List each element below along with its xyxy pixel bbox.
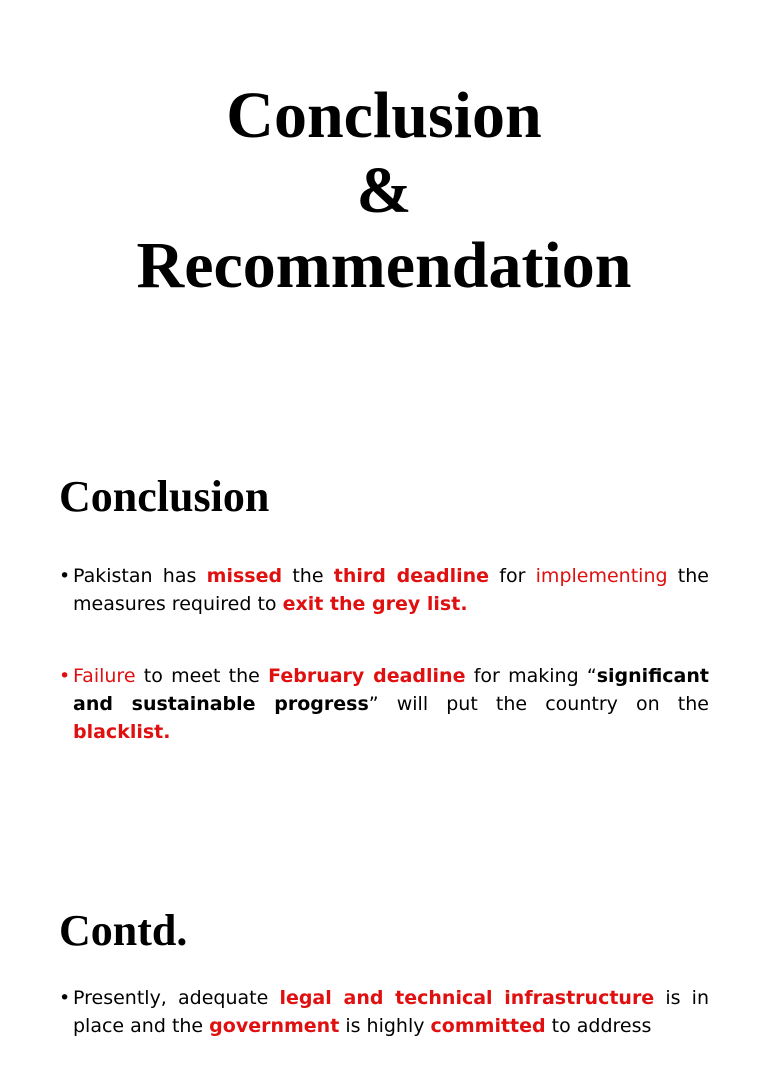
- emphasis-progress: significant and sustainable progress: [73, 665, 709, 715]
- text-segment: to address: [545, 1015, 652, 1037]
- bullet-failure-blacklist: [59, 662, 709, 746]
- highlight-exit-grey-list: exit the grey list.: [282, 593, 468, 615]
- bullet-infrastructure: [59, 984, 709, 1040]
- text-segment: the: [282, 565, 334, 587]
- title-line-ampersand: &: [356, 154, 412, 227]
- text-segment: the measures required to: [73, 565, 709, 615]
- text-segment: Presently, adequate: [73, 987, 280, 1009]
- text-segment: to meet the: [135, 665, 269, 687]
- contd-heading: Contd.: [59, 906, 188, 955]
- text-segment: for: [489, 565, 536, 587]
- highlight-implementing: implementing: [535, 565, 668, 587]
- text-segment: is highly: [339, 1015, 431, 1037]
- text-segment: for making “: [465, 665, 597, 687]
- highlight-legal-technical: legal and technical infrastructure: [279, 987, 655, 1009]
- conclusion-heading: Conclusion: [59, 472, 270, 521]
- title-slide: [0, 78, 768, 303]
- highlight-missed: missed: [206, 565, 283, 587]
- highlight-blacklist: blacklist.: [73, 721, 171, 743]
- contd-bullet-list: [59, 984, 709, 1084]
- title-line-recommendation: Recommendation: [136, 229, 632, 302]
- title-line-conclusion: Conclusion: [226, 79, 542, 152]
- text-segment: ” will put the country on the: [368, 693, 709, 715]
- highlight-failure: Failure: [73, 665, 136, 687]
- highlight-third-deadline: third deadline: [333, 565, 490, 587]
- conclusion-bullet-list: [59, 562, 709, 790]
- text-segment: is in place and the: [73, 987, 709, 1037]
- bullet-missed-deadline: [59, 562, 709, 618]
- highlight-government: government: [209, 1015, 340, 1037]
- highlight-committed: committed: [430, 1015, 546, 1037]
- text-segment: Pakistan has: [73, 565, 207, 587]
- highlight-february-deadline: February deadline: [268, 665, 466, 687]
